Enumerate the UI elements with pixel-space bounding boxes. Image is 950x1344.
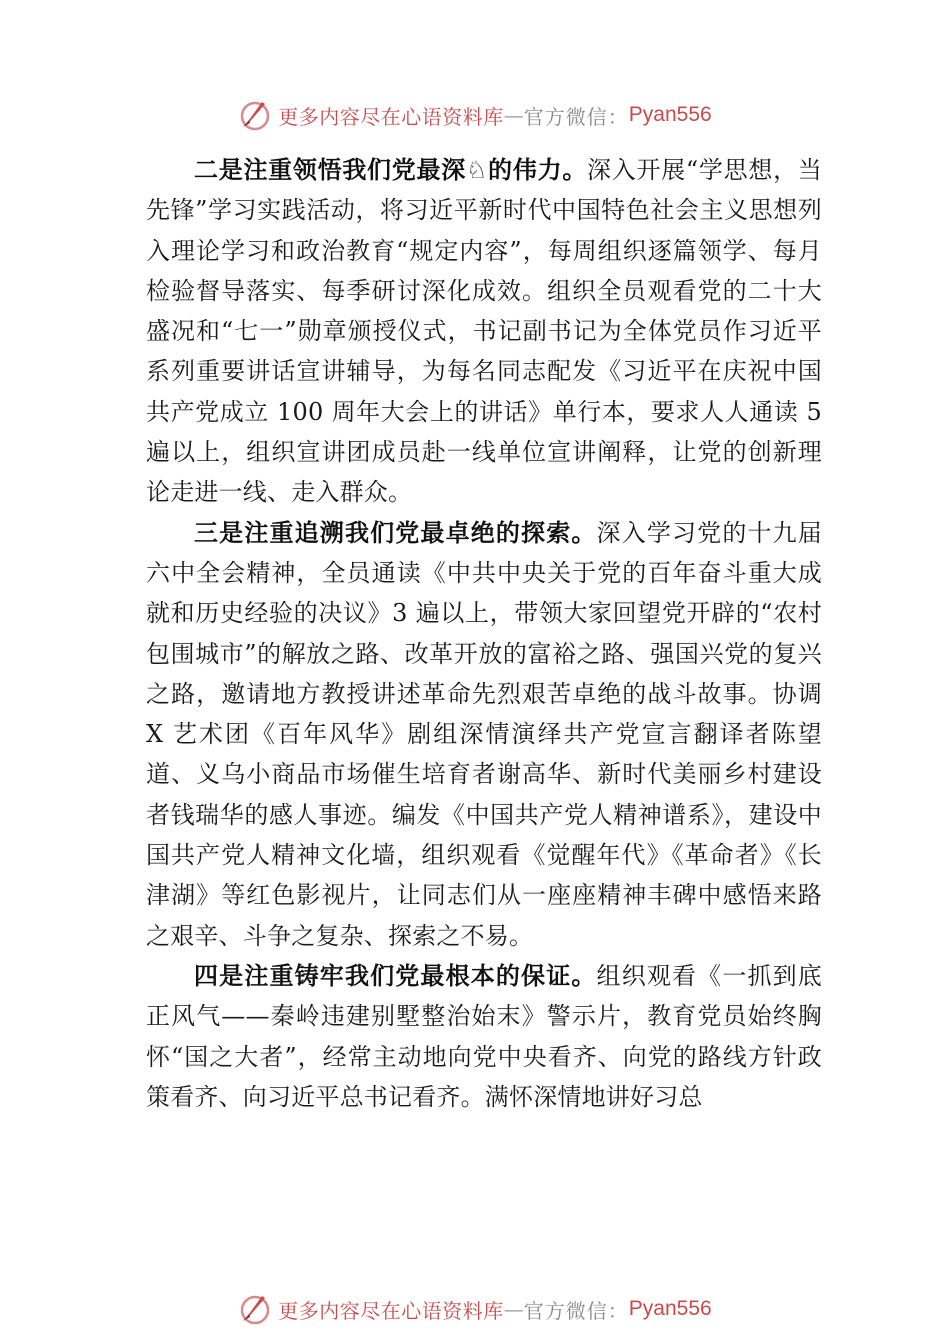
quill-pen-logo-icon (238, 98, 272, 132)
brand-name: 更多内容尽在心语资料库 (278, 104, 504, 129)
wechat-id: Pyan556 (628, 1297, 712, 1320)
paragraph-2 (146, 150, 822, 513)
banner-separator: — (503, 1297, 524, 1321)
paragraph-body: 组织观看《一抓到底正风气——秦岭违建别墅整治始末》警示片，教育党员始终胸怀“国之大者”，经常主动地向党中央看齐、向党的路线方针政策看齐、向习近平总书记看齐。满怀深情地讲好习总 (146, 961, 822, 1111)
paragraph-heading: 二是注重领悟我们党最深♘的伟力。 (194, 156, 588, 184)
paragraph-heading: 四是注重铸牢我们党最根本的保证。 (194, 961, 597, 990)
document-body (146, 150, 822, 1117)
wechat-id: Pyan556 (628, 103, 712, 126)
paragraph-3 (146, 513, 822, 956)
wechat-label: 官方微信： (523, 104, 629, 129)
banner-separator: — (503, 103, 524, 127)
paragraph-4 (146, 956, 822, 1117)
paragraph-body: 深入学习党的十九届六中全会精神，全员通读《中共中央关于党的百年奋斗重大成就和历史经验的决议》3 遍以上，带领大家回望党开辟的“农村包围城市”的解放之路、改革开放的富裕之路、强国兴党的复兴之路，邀请地方教授讲述革命先烈艰苦卓绝的战斗故事。协调 X 艺术团《百年风华》剧组深情演绎共产党宣言翻译者陈望道、义乌小商品市场催生培育者谢高华、新时代美丽乡村建设者钱瑞华的感人事迹。编发《中国共产党人精神谱系》，建设中国共产党人精神文化墙，组织观看《觉醒年代》《革命者》《长津湖》等红色影视片，让同志们从一座座精神丰碑中感悟来路之艰辛、斗争之复杂、探索之不易。 (146, 518, 822, 950)
paragraph-heading: 三是注重追溯我们党最卓绝的探索。 (194, 518, 597, 547)
footer-banner (0, 1289, 950, 1329)
horse-glyph-icon: ♘ (465, 156, 488, 184)
wechat-label: 官方微信： (523, 1298, 629, 1323)
header-banner (0, 95, 950, 135)
quill-pen-logo-icon (238, 1292, 272, 1326)
paragraph-body: 深入开展“学思想，当先锋”学习实践活动，将习近平新时代中国特色社会主义思想列入理论学习和政治教育“规定内容”，每周组织逐篇领学、每月检验督导落实、每季研讨深化成效。组织全员观看党的二十大盛况和“七一”勋章颁授仪式，书记副书记为全体党员作习近平系列重要讲话宣讲辅导，为每名同志配发《习近平在庆祝中国共产党成立 100 周年大会上的讲话》单行本，要求人人通读 5 遍以上，组织宣讲团成员赴一线单位宣讲阐释，让党的创新理论走进一线、走入群众。 (146, 156, 822, 507)
brand-name: 更多内容尽在心语资料库 (278, 1298, 504, 1323)
